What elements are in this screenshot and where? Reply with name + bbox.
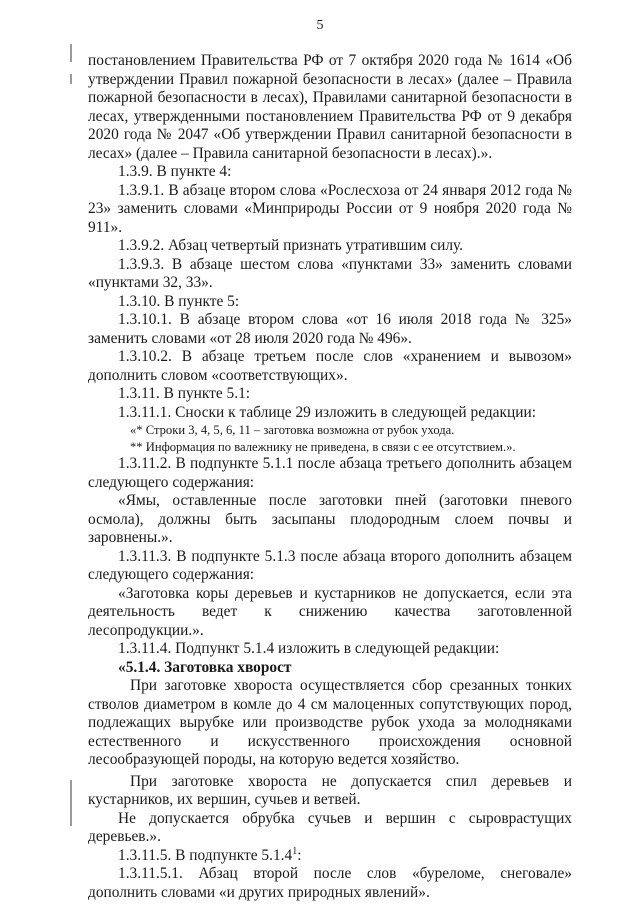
scan-edge-mark	[70, 74, 72, 84]
paragraph-brushwood-collection: При заготовке хвороста осуществляется сбор срезанных тонких стволов диаметром в комле до 4 см малоценных сопутствующих пород, подлежащих вырубке или производстве рубок ухода за молодняками естественного и искусственного происхождения основной лесообразующей породы, на которую ведется хозяйство.	[88, 677, 572, 768]
page-number: 5	[316, 18, 324, 33]
paragraph-continuation: постановлением Правительства РФ от 7 октября 2020 года № 1614 «Об утверждении Правил пожарной безопасности в лесах» (далее – Правила пожарной безопасности в лесах), Правилами санитарной безопасности в лесах, утвержденными постановлением Правительства РФ от 9 декабря 2020 года № 2047 «Об утверждении Правил санитарной безопасности в лесах» (далее – Правила санитарной безопасности в лесах).».	[88, 52, 572, 162]
quote-bark: «Заготовка коры деревьев и кустарников не допускается, если эта деятельность ведет к снижению качества заготовленной лесопродукции.».	[88, 584, 572, 639]
p22-before: 1.3.11.5. В подпункте 5.1.4	[118, 846, 293, 864]
paragraph-1-3-11-5	[88, 847, 572, 866]
document-body	[88, 52, 572, 902]
paragraph-1-3-9-3: 1.3.9.3. В абзаце шестом слова «пунктами 33» заменить словами «пунктами 32, 33».	[88, 255, 572, 291]
superscript-1: 1	[292, 845, 298, 857]
paragraph-1-3-10: 1.3.10. В пункте 5:	[118, 292, 240, 310]
scan-edge-mark	[70, 44, 72, 62]
paragraph-1-3-11-1: 1.3.11.1. Сноски к таблице 29 изложить в следующей редакции:	[118, 403, 536, 421]
paragraph-1-3-11-4: 1.3.11.4. Подпункт 5.1.4 изложить в следующей редакции:	[118, 640, 500, 657]
section-heading-5-1-4: «5.1.4. Заготовка хворост	[118, 658, 292, 676]
paragraph-1-3-11-3: 1.3.11.3. В подпункте 5.1.3 после абзаца второго дополнить абзацем следующего содержания:	[88, 547, 572, 583]
footnote-line-2: ** Информация по валежнику не приведена, в связи с ее отсутствием.».	[130, 439, 516, 454]
paragraph-pruning-restriction: Не допускается обрубка сучьев и вершин с сыроврастущих деревьев.».	[88, 809, 572, 845]
quote-pits: «Ямы, оставленные после заготовки пней (заготовки пневого осмола), должны быть засыпаны плодородным слоем почвы и заровнены.».	[88, 492, 572, 546]
paragraph-1-3-10-1: 1.3.10.1. В абзаце втором слова «от 16 июля 2018 года № 325» заменить словами «от 28 июля 2020 года № 496».	[88, 311, 572, 347]
footnote-line-1: «* Строки 3, 4, 5, 6, 11 – заготовка возможна от рубок ухода.	[130, 423, 455, 437]
paragraph-1-3-9: 1.3.9. В пункте 4:	[118, 163, 232, 180]
p22-after: :	[297, 846, 302, 864]
paragraph-1-3-11-2: 1.3.11.2. В подпункте 5.1.1 после абзаца третьего дополнить абзацем следующего содержания:	[88, 455, 572, 491]
paragraph-1-3-9-2: 1.3.9.2. Абзац четвертый признать утратившим силу.	[118, 237, 464, 254]
paragraph-1-3-11: 1.3.11. В пункте 5.1:	[118, 385, 251, 402]
paragraph-1-3-10-2: 1.3.10.2. В абзаце третьем после слов «хранением и вывозом» дополнить словом «соответствующих».	[88, 348, 572, 384]
paragraph-1-3-11-5-1: 1.3.11.5.1. Абзац второй после слов «буреломе, снеговале» дополнить словами «и других природных явлений».	[88, 865, 572, 901]
paragraph-brushwood-restriction: При заготовке хвороста не допускается спил деревьев и кустарников, их вершин, сучьев и ветвей.	[88, 772, 572, 808]
paragraph-1-3-9-1: 1.3.9.1. В абзаце втором слова «Рослесхоза от 24 января 2012 года № 23» заменить словами «Минприроды России от 9 ноября 2020 года № 911».	[88, 181, 572, 236]
scan-edge-mark	[70, 780, 72, 826]
